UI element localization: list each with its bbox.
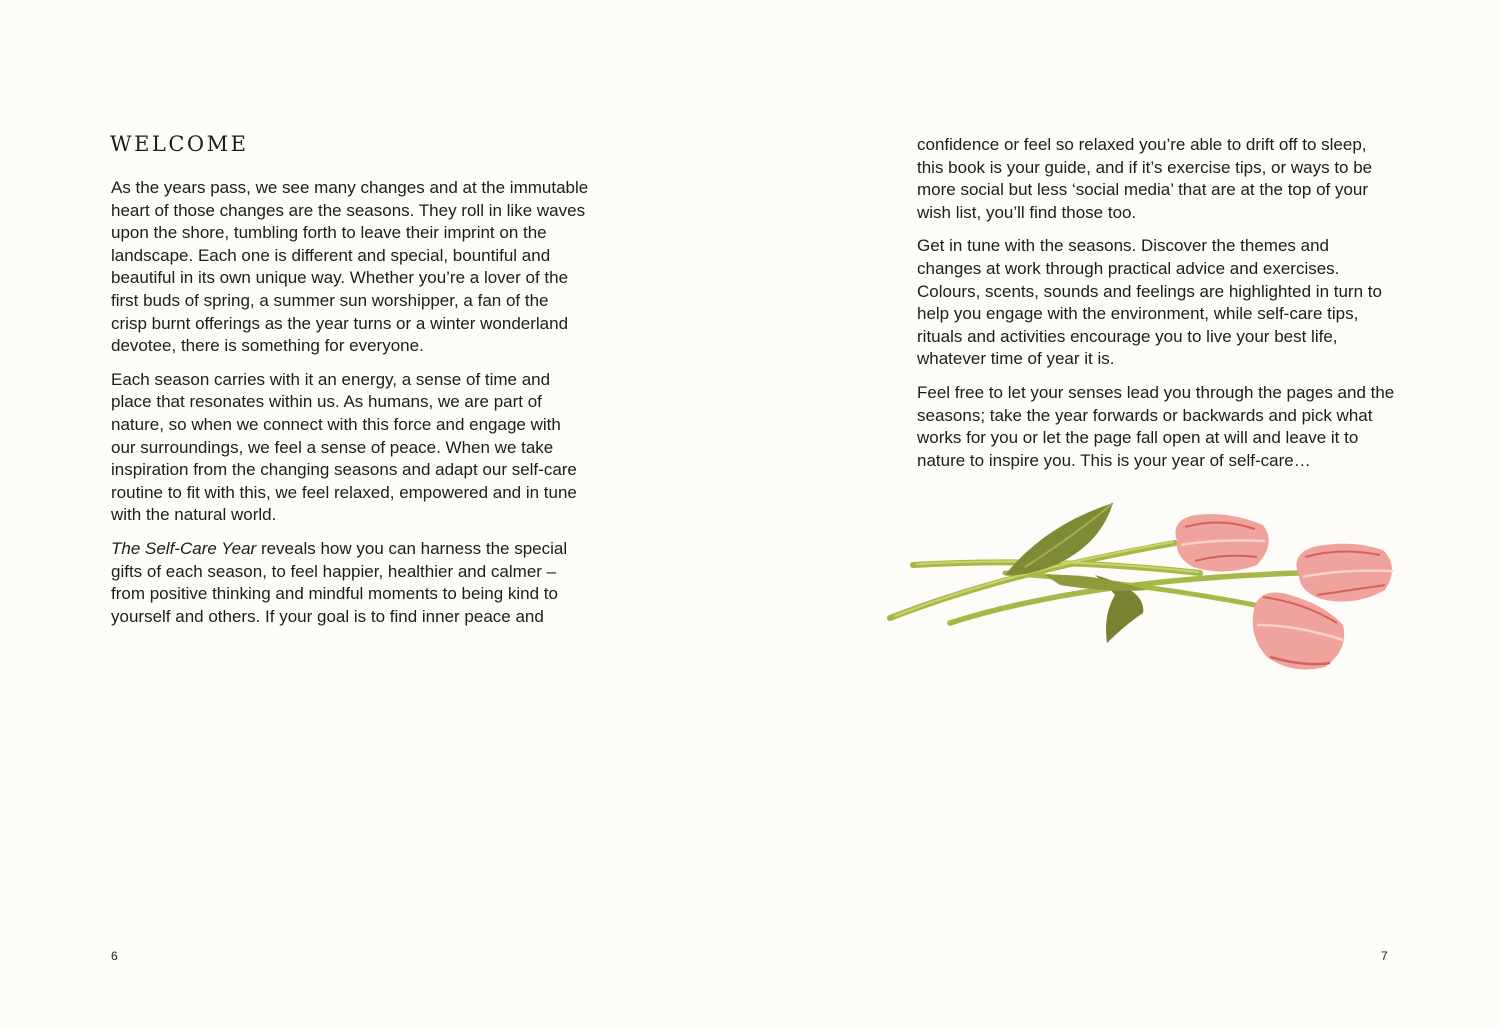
paragraph: Get in tune with the seasons. Discover the themes and changes at work through practical advice and exercises. Colours, scents, sounds and feelings are highlighted in turn to help you engage with the environment, while self-care tips, rituals and activities encourage you to live your best life, whatever time of year it is. xyxy=(917,236,1382,369)
tulip-flower xyxy=(1253,593,1344,670)
paragraph-text: reveals how you can harness the special gifts of each season, to feel happier, healthier and calmer – from positive thinking and mindful moments to being kind to yourself and others. If your goal is to find inner peace and xyxy=(111,538,568,626)
page-number: 7 xyxy=(1381,949,1388,963)
book-title: The Self-Care Year xyxy=(111,538,257,558)
tulip-flower xyxy=(1296,544,1393,602)
right-text-column xyxy=(917,134,1395,483)
page-number: 6 xyxy=(111,949,118,963)
section-heading: WELCOME xyxy=(110,132,249,156)
paragraph: confidence or feel so relaxed you’re able to drift off to sleep, this book is your guide, and if it’s exercise tips, or ways to be more social but less ‘social media’ that are at the top of your wish list, you’ll find those too. xyxy=(917,135,1373,222)
tulip-illustration xyxy=(885,495,1410,685)
paragraph: Feel free to let your senses lead you through the pages and the seasons; take the year forwards or backwards and pick what works for you or let the page fall open at will and leave it to nature to inspire you. This is your year of self-care… xyxy=(917,382,1395,470)
paragraph: Each season carries with it an energy, a sense of time and place that resonates within us. As humans, we are part of nature, so when we connect with this force and engage with our surroundings, we feel a sense of peace. When we take inspiration from the changing seasons and adapt our self-care routine to fit with this, we feel relaxed, empowered and in tune with the natural world. xyxy=(111,369,577,525)
paragraph: As the years pass, we see many changes and at the immutable heart of those changes are the seasons. They roll in like waves upon the shore, tumbling forth to leave their imprint on the landscape. Each one is different and special, bountiful and beautiful in its own unique way. Whether you’re a lover of the first buds of spring, a summer sun worshipper, a fan of the crisp burnt offerings as the year turns or a winter wonderland devotee, there is something for everyone. xyxy=(111,178,589,356)
left-text-column xyxy=(111,177,589,639)
paragraph xyxy=(111,538,589,628)
right-page xyxy=(750,0,1500,1028)
tulip-flower xyxy=(1175,514,1268,571)
